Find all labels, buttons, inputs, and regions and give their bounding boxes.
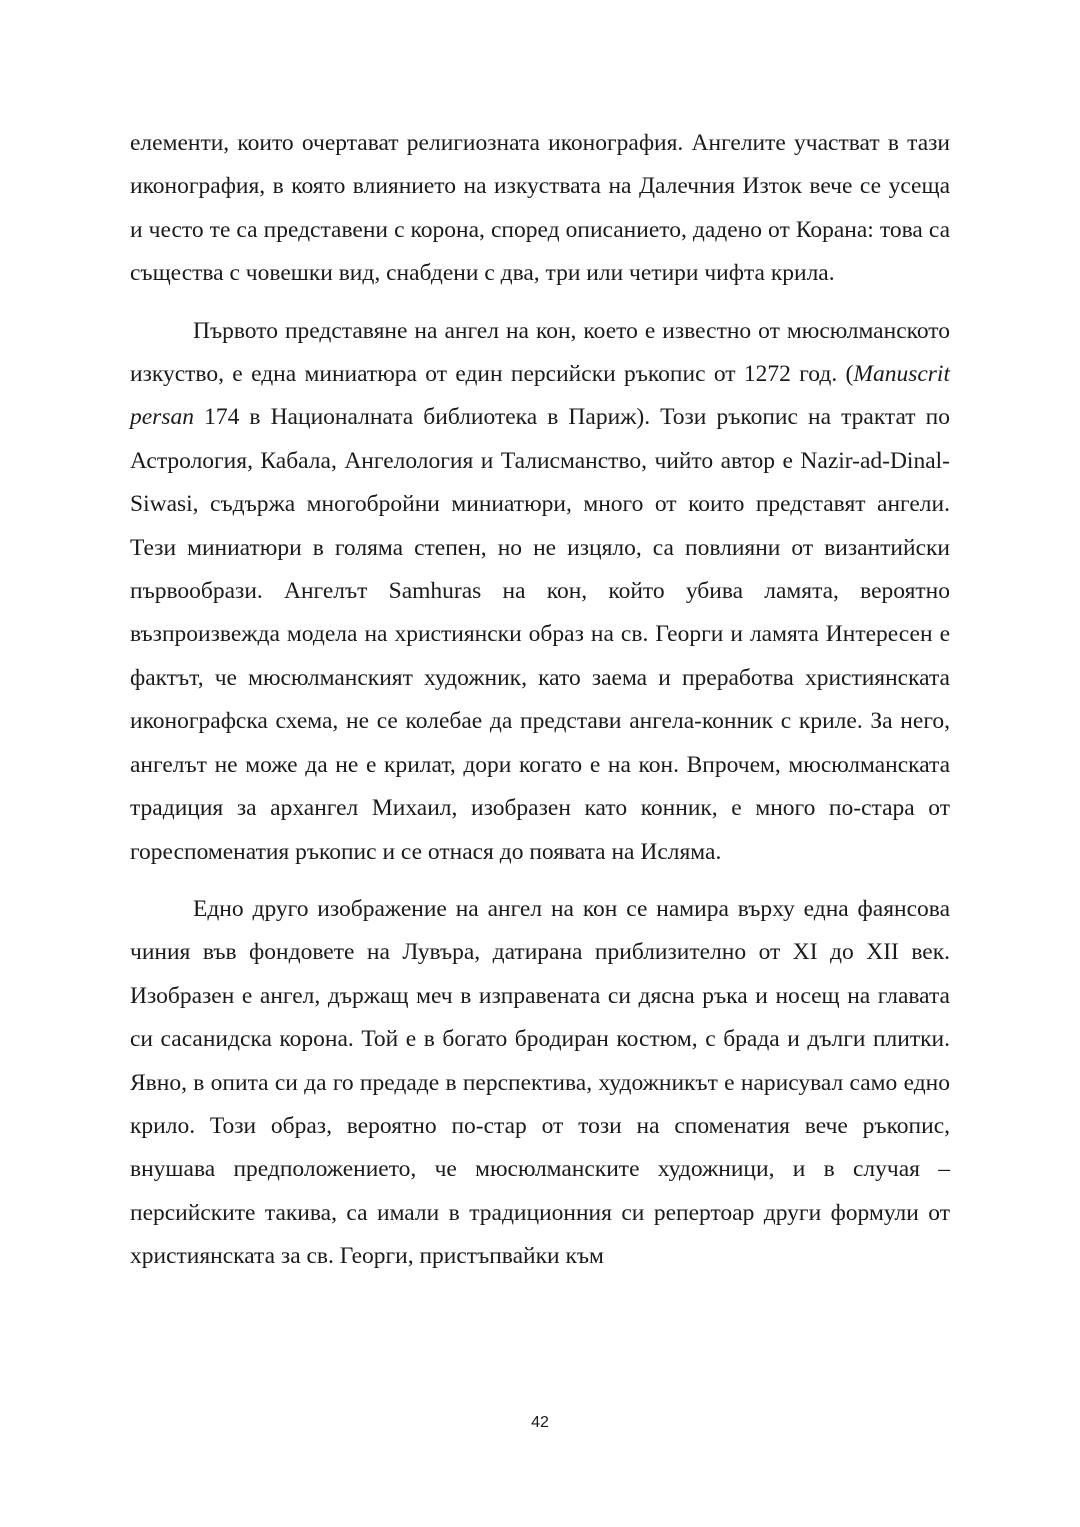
manuscript-title-italic: Manuscrit persan <box>130 361 950 431</box>
body-text <box>130 122 950 1279</box>
paragraph-2-text-start: Първото представяне на ангел на кон, което е известно от мюсюлманското изкуство, е една миниатюра от един персийски ръкопис от 1272 год. ( <box>130 317 950 388</box>
paragraph-2 <box>130 310 950 874</box>
page-number: 42 <box>531 1414 549 1431</box>
paragraph-2-text-end: 174 в Националната библиотека в Париж). Този ръкопис на трактат по Астрология, Кабала, Ангелология и Талисманство, чийто автор е Nazir-ad-Dinal-Siwasi, съдържа многобройни миниатюри, много от които представят ангели. Тези миниатюри в голяма степен, но не изцяло, са повлияни от византийски първообрази. Ангелът Samhuras на кон, който убива ламята, вероятно възпроизвежда модела на християнски образ на св. Георги и ламята Интересен е фактът, че мюсюлманският художник, като заема и преработва християнската иконографска схема, не се колебае да представи ангела-конник с криле. За него, ангелът не може да не е крилат, дори когато е на кон. Впрочем, мюсюлманската традиция за архангел Михаил, изобразен като конник, е много по-стара от гореспоменатия ръкопис и се отнася до появата на Исляма. <box>130 404 950 865</box>
paragraph-3: Едно друго изображение на ангел на кон се намира върху една фаянсова чиния във фондовете на Лувъра, датирана приблизително от XI до XII век. Изобразен е ангел, държащ меч в изправената си дясна ръка и носещ на главата си сасанидска корона. Той е в богато бродиран костюм, с брада и дълги плитки. Явно, в опита си да го предаде в перспектива, художникът е нарисувал само едно крило. Този образ, вероятно по-стар от този на споменатия вече ръкопис, внушава предположението, че мюсюлманските художници, и в случая – персийските такива, са имали в традиционния си репертоар други формули от християнската за св. Георги, пристъпвайки към <box>130 895 950 1270</box>
paragraph-1: елементи, които очертават религиозната иконография. Ангелите участват в тази иконография, в която влиянието на изкуствата на Далечния Изток вече се усеща и често те са представени с корона, според описанието, дадено от Корана: това са същества с човешки вид, снабдени с два, три или четири чифта крила. <box>130 130 950 287</box>
